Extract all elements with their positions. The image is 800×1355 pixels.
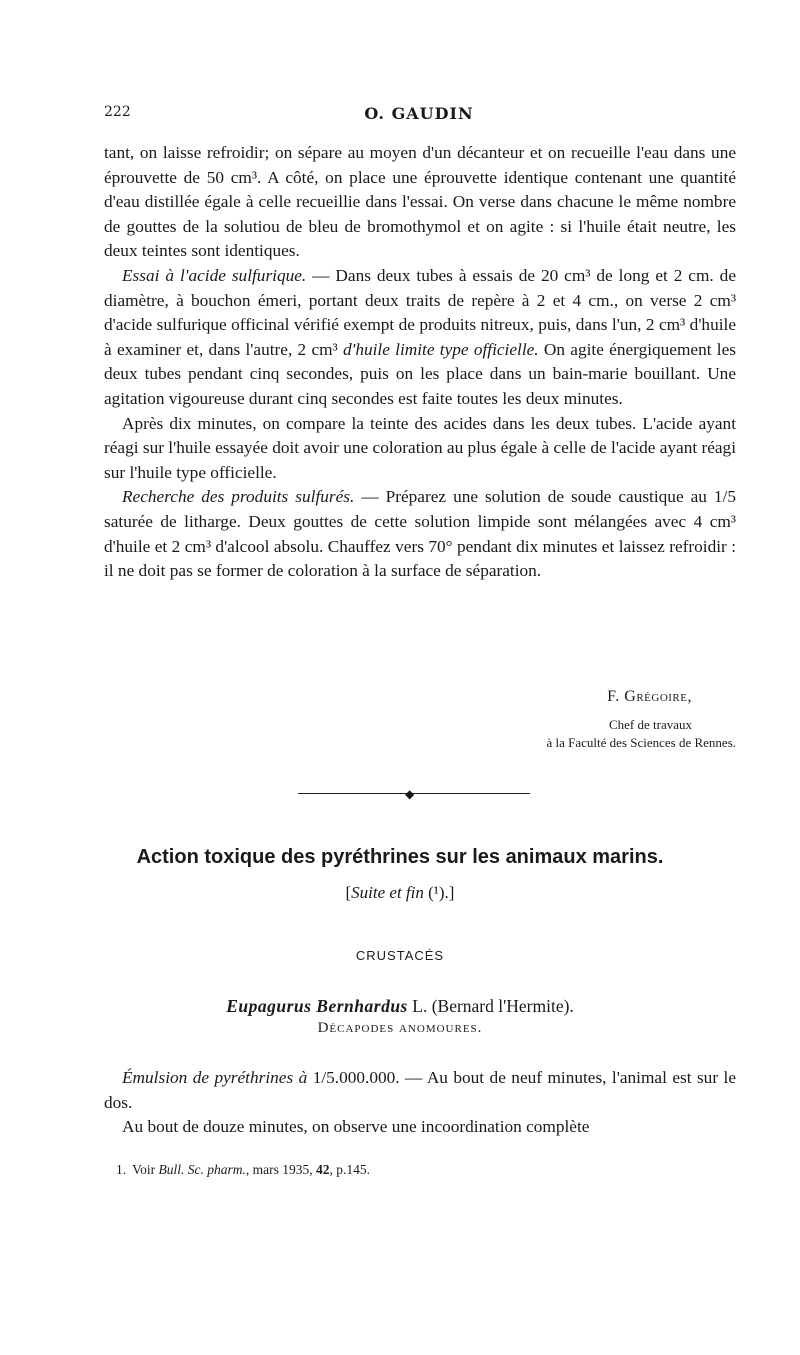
paragraph: Après dix minutes, on compare la teinte des acides dans les deux tubes. L'acide ayant réagi sur l'huile essayée doit avoir une coloration au plus égale à celle de l'acide ayant réagi sur l'huile type officielle. [104,413,736,482]
body-text-bottom [104,1066,736,1140]
paragraph-heading: Essai à l'acide sulfurique. [122,265,307,285]
paragraph: Émulsion de pyréthrines à 1/5.000.000. — Au bout de neuf minutes, l'animal est sur le dos. [104,1068,736,1112]
page-header [104,104,734,128]
paragraph-heading: Recherche des produits sulfurés. [122,487,355,507]
footnote-number: 1. [116,1162,127,1177]
section-divider [298,788,530,800]
paragraph: Recherche des produits sulfurés. — Préparez une solution de soude caustique au 1/5 saturée de litharge. Deux gouttes de cette solution limpide sont mélangées avec 4 cm³ d'huile et 2 cm³ d'alcool absolu. Chauffez vers 70° pendant dix minutes et laissez refroidir : il ne doit pas se former de coloration à la surface de séparation. [104,487,737,581]
paragraph: Au bout de douze minutes, on observe une incoordination complète [122,1117,590,1137]
page-number: 222 [104,104,131,120]
signature-block [546,688,736,752]
footnote: 1. Voir Bull. Sc. pharm., mars 1935, 42, p.145. [116,1162,371,1177]
paragraph: tant, on laisse refroidir; on sépare au moyen d'un décanteur et on recueille l'eau dans une éprouvette de 50 cm³. A côté, on place une éprouvette identique contenant une quantité d'eau distillée égale à celle recueillie dans l'essai. On verse dans chacune le même nombre de gouttes de la solutiou de bleu de bromothymol et on agite : si l'huile était neutre, les deux teintes sont identiques. [104,143,736,261]
section-heading: CRUSTACÉS [355,948,445,963]
diamond-icon: ◆ [405,787,415,801]
body-text-top [104,141,736,584]
article-title: Action toxique des pyréthrines sur les animaux marins. [136,846,664,868]
species-name: Eupagurus Bernhardus [226,996,408,1016]
author-name: F. Grégoire, [607,688,692,705]
author-affiliation: à la Faculté des Sciences de Rennes. [546,735,736,750]
running-head: O. GAUDIN [364,104,474,123]
article-subtitle: [Suite et fin (¹).] [345,883,455,902]
paragraph: Essai à l'acide sulfurique. — Dans deux tubes à essais de 20 cm³ de long et 2 cm. de diamètre, à bouchon émeri, portant deux traits de repère à 2 et 4 cm., on verse 2 cm³ d'acide sulfurique officinal vérifié exempt de produits nitreux, puis, dans l'un, 2 cm³ d'huile à examiner et, dans l'autre, 2 cm³ d'huile limite type officielle. On agite énergiquement les deux tubes pendant cinq secondes, puis on les place dans un bain-marie bouillant. Une agitation vigoureuse durant cinq secondes est faite toutes les deux minutes. [104,265,736,408]
species-heading: Eupagurus Bernhardus L. (Bernard l'Hermite). [226,996,574,1016]
author-title: Chef de travaux [608,717,692,732]
taxonomic-order: Décapodes anomoures. [317,1020,483,1036]
